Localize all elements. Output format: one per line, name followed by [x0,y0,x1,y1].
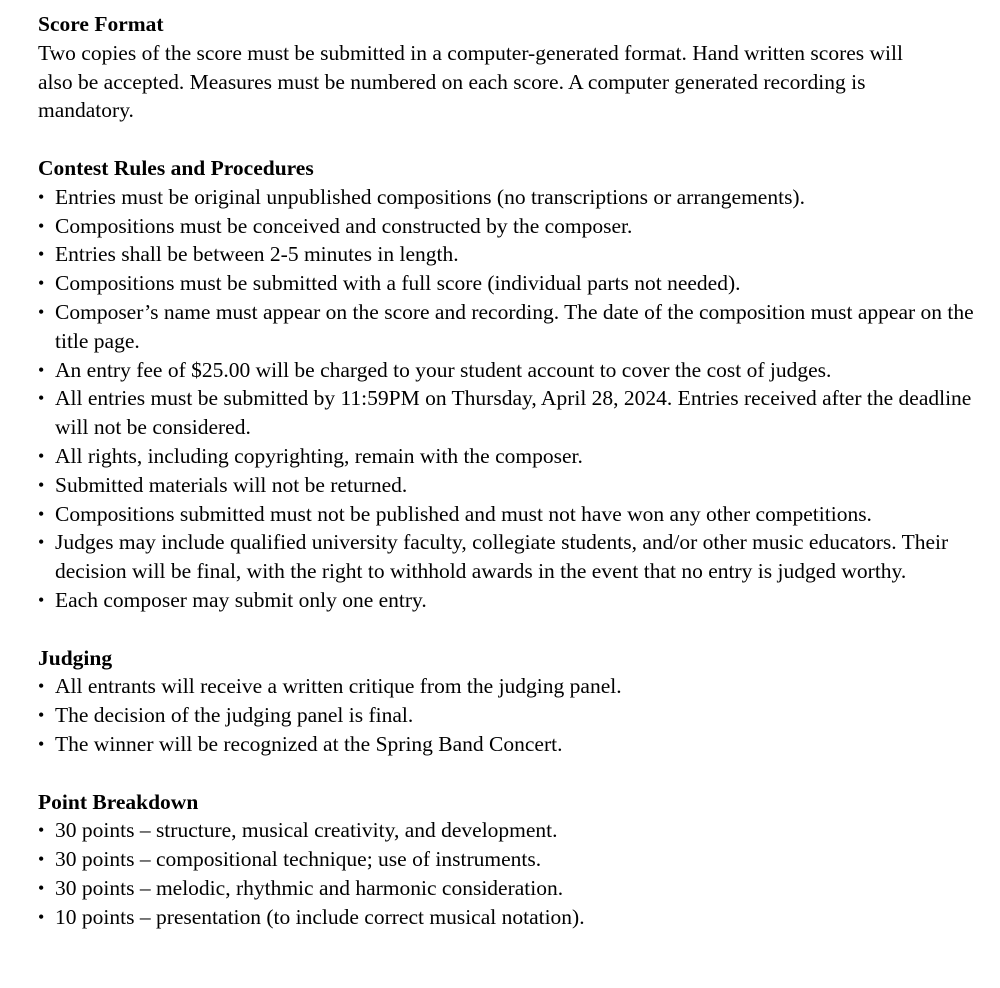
list-item [38,240,978,269]
bullet-icon: • [38,676,45,697]
list-item-text: Submitted materials will not be returned. [55,472,408,497]
bullet-icon: • [38,503,45,524]
list-item [38,672,978,701]
list-item-text: 30 points – compositional technique; use of instruments. [55,847,542,872]
list-item [38,528,978,586]
bullet-icon: • [38,215,45,236]
section-paragraph: Two copies of the score must be submitted in a computer-generated format. Hand written scores will also be accepted. Measures must be numbered on each score. A computer generated recording is mandatory. [38,40,903,123]
list-item [38,212,978,241]
bullet-list [38,183,978,615]
section-heading: Judging [38,645,113,670]
section-score-format [38,10,978,125]
list-item [38,384,978,442]
bullet-icon: • [38,820,45,841]
bullet-icon: • [38,589,45,610]
list-item [38,500,978,529]
section-judging [38,644,978,759]
list-item [38,442,978,471]
list-item-text: Entries shall be between 2-5 minutes in length. [55,242,459,267]
list-item [38,586,978,615]
bullet-icon: • [38,532,45,553]
bullet-icon: • [38,906,45,927]
list-item-text: The winner will be recognized at the Spring Band Concert. [55,731,563,756]
list-item-text: An entry fee of $25.00 will be charged to your student account to cover the cost of judges. [55,357,832,382]
bullet-icon: • [38,359,45,380]
bullet-icon: • [38,186,45,207]
bullet-icon: • [38,474,45,495]
bullet-icon: • [38,705,45,726]
list-item-text: Compositions submitted must not be published and must not have won any other competitions. [55,501,872,526]
list-item [38,471,978,500]
list-item [38,874,978,903]
list-item [38,903,978,932]
list-item [38,298,978,356]
bullet-list [38,672,978,758]
bullet-icon: • [38,445,45,466]
section-point-breakdown [38,788,978,932]
bullet-list [38,816,978,931]
bullet-icon: • [38,733,45,754]
list-item-text: Each composer may submit only one entry. [55,587,427,612]
section-heading: Score Format [38,12,164,36]
bullet-icon: • [38,301,45,322]
list-item-text: All rights, including copyrighting, remain with the composer. [55,443,583,468]
list-item-text: 30 points – structure, musical creativity, and development. [55,818,558,843]
section-heading: Contest Rules and Procedures [38,155,314,180]
list-item [38,356,978,385]
bullet-icon: • [38,849,45,870]
bullet-icon: • [38,388,45,409]
list-item [38,816,978,845]
list-item-text: 10 points – presentation (to include correct musical notation). [55,904,585,929]
list-item [38,730,978,759]
section-heading: Point Breakdown [38,789,199,814]
bullet-icon: • [38,877,45,898]
list-item [38,701,978,730]
list-item-text: 30 points – melodic, rhythmic and harmonic consideration. [55,875,564,900]
list-item-text: Judges may include qualified university faculty, collegiate students, and/or other music educators. Their decision will be final, with the right to withhold awards in the event that no entry is judged worthy. [55,530,949,584]
list-item-text: All entrants will receive a written critique from the judging panel. [55,674,622,699]
list-item-text: Compositions must be submitted with a full score (individual parts not needed). [55,271,741,296]
list-item [38,269,978,298]
list-item-text: The decision of the judging panel is final. [55,703,414,728]
bullet-icon: • [38,244,45,265]
bullet-icon: • [38,273,45,294]
list-item-text: Composer’s name must appear on the score and recording. The date of the composition must appear on the title page. [55,299,974,353]
list-item-text: All entries must be submitted by 11:59PM on Thursday, April 28, 2024. Entries received after the deadline will not be considered. [55,386,972,440]
list-item [38,183,978,212]
list-item-text: Entries must be original unpublished compositions (no transcriptions or arrangements). [55,184,805,209]
list-item [38,845,978,874]
section-contest-rules [38,154,978,615]
list-item-text: Compositions must be conceived and constructed by the composer. [55,213,633,238]
